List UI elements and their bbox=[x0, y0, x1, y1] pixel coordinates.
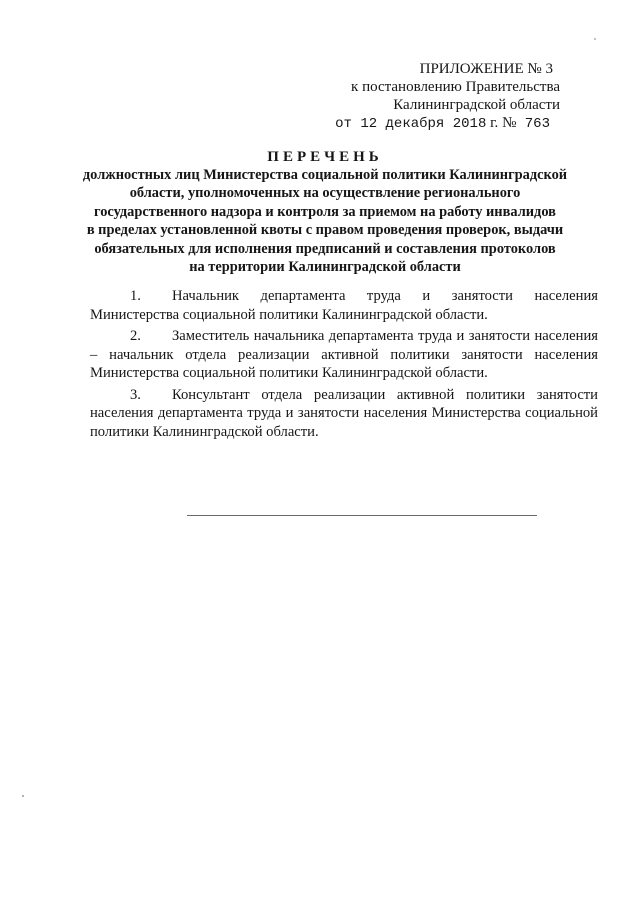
date-day-month: 12 декабря bbox=[360, 116, 445, 132]
subheading-line: должностных лиц Министерства социальной политики Калининградской bbox=[82, 167, 568, 183]
list-item-number: 2. bbox=[130, 328, 141, 344]
date-year: 2018 bbox=[452, 116, 487, 132]
date-prefix: от bbox=[335, 116, 352, 132]
list-item-text: Заместитель начальника департамента труда и занятости населения – начальник отдела реализации активной политики занятости населения Министерства социальной политики Калининградской области. bbox=[90, 328, 598, 381]
list-item bbox=[90, 386, 598, 442]
list-item bbox=[90, 287, 598, 324]
subheading-line: в пределах установленной квоты с правом проведения проверок, выдачи bbox=[86, 222, 564, 239]
scan-speck bbox=[22, 795, 24, 797]
date-year-suffix: г. bbox=[490, 115, 499, 131]
subheading-line: на территории Калининградской области bbox=[189, 259, 461, 276]
separator-line bbox=[187, 515, 537, 516]
list-item bbox=[90, 327, 598, 383]
list-item-text: Консультант отдела реализации активной политики занятости населения департамента труда и занятости населения Министерства социальной политики Калининградской области. bbox=[90, 386, 598, 440]
subheading-line: области, уполномоченных на осуществление регионального bbox=[129, 185, 521, 202]
scan-speck bbox=[594, 38, 596, 40]
appendix-resolution-line: к постановлению Правительства bbox=[351, 79, 560, 95]
subheading-line: государственного надзора и контроля за приемом на работу инвалидов bbox=[94, 203, 556, 220]
list-item-text: Начальник департамента труда и занятости населения Министерства социальной политики Калининградской области. bbox=[90, 288, 598, 323]
list-item-number: 3. bbox=[130, 386, 141, 403]
document-heading: ПЕРЕЧЕНЬ bbox=[267, 149, 383, 165]
appendix-title: ПРИЛОЖЕНИЕ № 3 bbox=[419, 61, 553, 77]
document-number: 763 bbox=[524, 116, 550, 132]
subheading-line: обязательных для исполнения предписаний и составления протоколов bbox=[94, 240, 556, 257]
officials-list bbox=[90, 287, 598, 444]
appendix-block bbox=[330, 60, 560, 133]
appendix-region-line: Калининградской области bbox=[393, 97, 560, 113]
document-subheading bbox=[60, 166, 590, 276]
number-sign: № bbox=[502, 115, 517, 131]
list-item-number: 1. bbox=[130, 288, 141, 304]
appendix-date-line bbox=[330, 114, 550, 133]
